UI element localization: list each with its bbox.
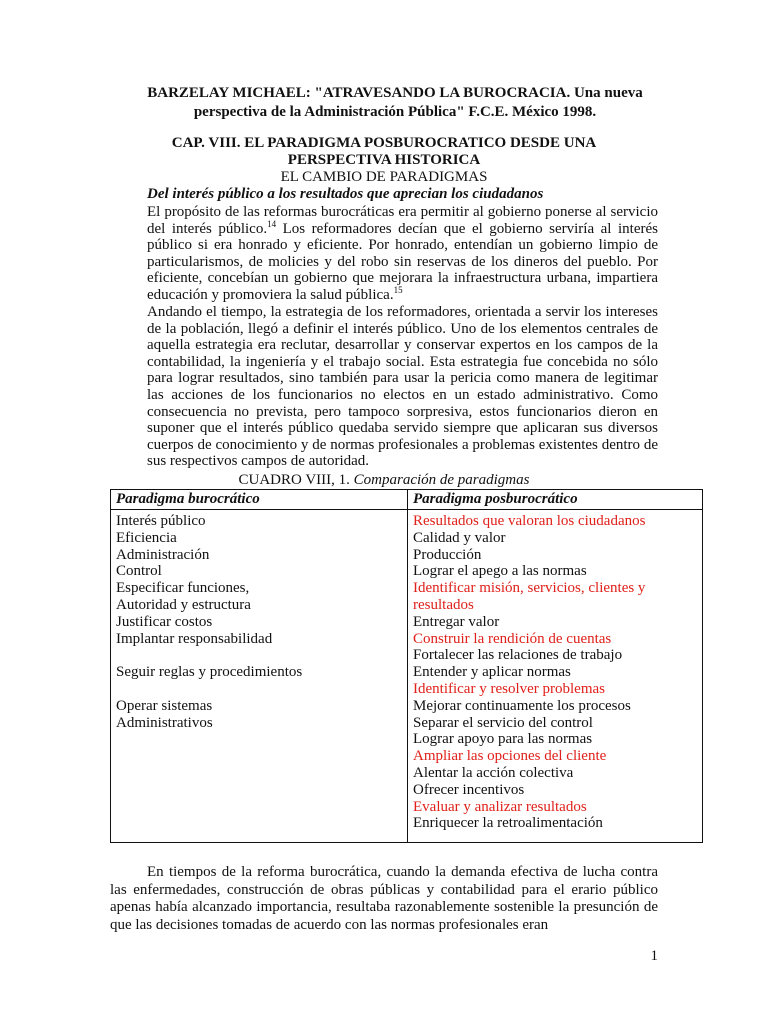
comparison-table [110,489,703,843]
bureaucratic-item: Interés público [116,513,206,529]
bibliographic-reference [110,84,680,122]
chapter-subtitle: EL CAMBIO DE PARADIGMAS [280,169,488,185]
paragraph-1-part-b: Los reformadores decían que el gobierno serviría al interés público si era honrado y eficiente. Por honrado, entendían un gobierno limpio de particularismos, de molicies y del robo sin reservas de los dineros del pueblo. Por eficiente, concebían un gobierno que mejorara la infraestructura urbana, impartiera educación y promoviera la salud pública. [147,220,658,303]
bureaucratic-item [116,647,402,664]
post-bureaucratic-item: Entender y aplicar normas [413,664,571,681]
table-caption-title: Comparación de paradigmas [353,472,530,488]
paragraph-1-part-a: El propósito de las reformas burocráticas era permitir al gobierno ponerse al servicio del interés público. [147,204,658,237]
paragraph-1 [147,204,658,304]
paragraph-2: Andando el tiempo, la estrategia de los reformadores, orientada a servir los intereses de la población, llegó a definir el interés público. Uno de los elementos centrales de aquella estrategia era reclutar, desarrollar y conservar expertos en los campos de la contabilidad, la ingeniería y el trabajo social. Esta estrategia fue concebida no sólo para lograr resultados, sino también para usar la pericia como manera de legitimar las acciones de los funcionarios no electos en un estado administrativo. Como consecuencia no prevista, pero tampoco sorpresiva, estos funcionarios dieron en suponer que el interés público quedaba servido siempre que aplicaran sus diversos cuerpos de conocimiento y de normas profesionales a problemas existentes dentro de sus respectivos campos de autoridad. [147,304,658,470]
post-bureaucratic-item: Lograr apoyo para las normas [413,731,593,748]
bureaucratic-item: Especificar funciones, [116,580,250,597]
post-bureaucratic-item: Identificar misión, servicios, clientes y [413,580,646,597]
bureaucratic-item: Operar sistemas [116,697,213,714]
reference-line-1: BARZELAY MICHAEL: "ATRAVESANDO LA BUROCRACIA. Una nueva [147,85,643,101]
post-bureaucratic-item: Producción [413,546,482,563]
post-bureaucratic-item: Mejorar continuamente los procesos [413,697,631,714]
bureaucratic-item: Eficiencia [116,529,177,546]
post-bureaucratic-item: Identificar y resolver problemas [413,680,606,697]
post-bureaucratic-item: Enriquecer la retroalimentación [413,815,603,832]
section-heading: Del interés público a los resultados que aprecian los ciudadanos [147,186,544,202]
post-bureaucratic-item: Resultados que valoran los ciudadanos [413,513,646,529]
bureaucratic-item: Implantar responsabilidad [116,630,273,647]
bureaucratic-item: Administración [116,546,210,563]
post-bureaucratic-item: Ofrecer incentivos [413,781,525,798]
bureaucratic-column [111,510,408,843]
post-bureaucratic-item: Construir la rendición de cuentas [413,630,612,647]
table-body-row [111,510,703,843]
page-number: 1 [650,948,658,964]
chapter-title-line-2: PERSPECTIVA HISTORICA [287,152,481,168]
chapter-title [110,135,658,169]
post-bureaucratic-item: Entregar valor [413,613,500,630]
bureaucratic-item: Justificar costos [116,613,213,630]
post-bureaucratic-item: Fortalecer las relaciones de trabajo [413,647,623,664]
reference-line-2: perspectiva de la Administración Pública" F.C.E. México 1998. [193,104,597,120]
post-bureaucratic-item: Calidad y valor [413,529,506,546]
table-header-row [111,490,703,510]
post-bureaucratic-item: Ampliar las opciones del cliente [413,748,607,765]
footnote-ref-14: 14 [267,218,277,229]
bureaucratic-item: Seguir reglas y procedimientos [116,664,303,681]
table-caption [110,472,658,489]
bureaucratic-item: Administrativos [116,714,213,731]
bureaucratic-item [116,681,402,698]
post-bureaucratic-item: resultados [413,596,474,613]
chapter-title-line-1: CAP. VIII. EL PARADIGMA POSBUROCRATICO DESDE UNA [171,135,597,151]
post-bureaucratic-column [408,510,703,843]
post-bureaucratic-item: Lograr el apego a las normas [413,563,587,580]
post-bureaucratic-item: Evaluar y analizar resultados [413,798,587,815]
footnote-ref-15: 15 [393,284,403,295]
header-bureaucratic: Paradigma burocrático [111,490,408,510]
bureaucratic-item: Control [116,563,162,580]
table-caption-label: CUADRO VIII, 1. [238,472,354,488]
post-bureaucratic-item: Separar el servicio del control [413,714,593,731]
post-bureaucratic-item: Alentar la acción colectiva [413,764,574,781]
header-post-bureaucratic: Paradigma posburocrático [408,490,703,510]
closing-paragraph: En tiempos de la reforma burocrática, cuando la demanda efectiva de lucha contra las enfermedades, construcción de obras públicas y contabilidad para el erario público apenas había alcanzado importancia, resultaba razonablemente sostenible la presunción de que las decisiones tomadas de acuerdo con las normas profesionales eran [110,864,658,933]
bureaucratic-item: Autoridad y estructura [116,596,251,613]
